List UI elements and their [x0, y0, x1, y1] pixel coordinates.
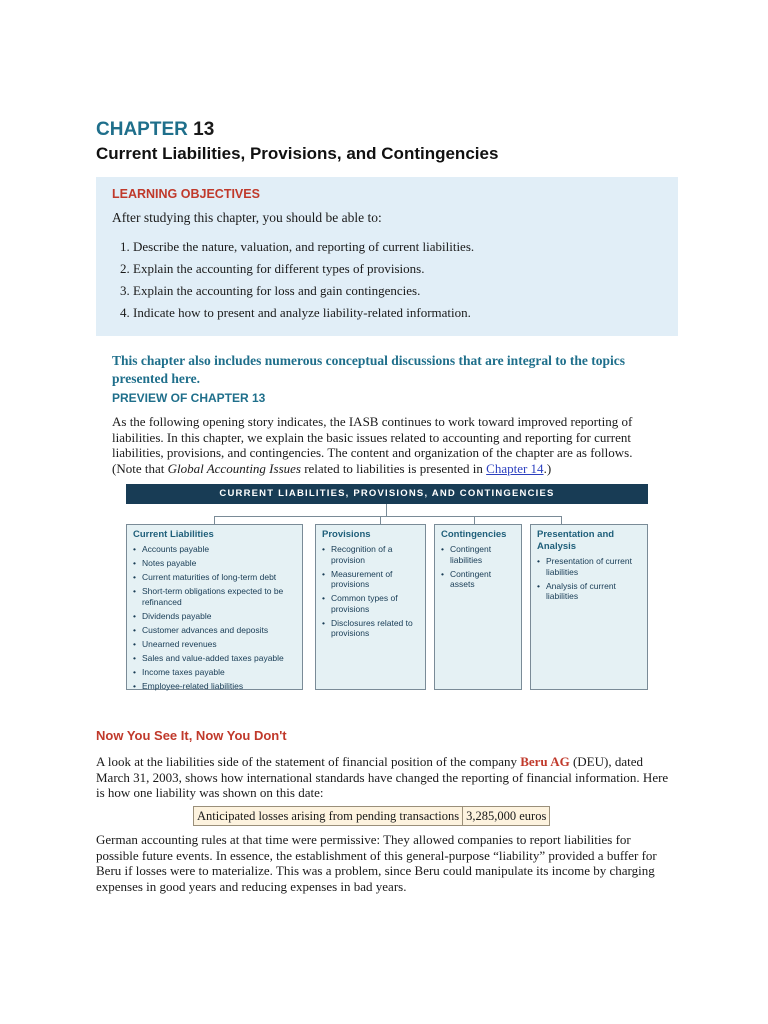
- learning-objective-item: 1. Describe the nature, valuation, and reporting of current liabilities.: [120, 239, 475, 254]
- chapter-organization-chart: [126, 484, 648, 712]
- learning-objective-item: 2. Explain the accounting for different types of provisions.: [120, 261, 425, 276]
- chapter-label: CHAPTER: [96, 119, 188, 140]
- org-column-item: • Short-term obligations expected to be refinanced: [133, 586, 296, 607]
- org-column-heading: Provisions: [322, 529, 371, 540]
- preview-text-1: As the following opening story indicates, the IASB continues to work toward improved reporting of liabilities. In this chapter, we explain the basic issues related to accounting and reporting for current liabilities, provisions, and contingencies. The content and organization of the chapter are as follows. (Note that: [112, 414, 633, 476]
- learning-objectives-heading: LEARNING OBJECTIVES: [112, 187, 260, 201]
- connector-line: [214, 516, 561, 517]
- org-column-item: • Measurement of provisions: [322, 569, 419, 590]
- org-column-contingencies: [434, 524, 522, 690]
- preview-paragraph: [112, 414, 658, 476]
- liability-label-cell: Anticipated losses arising from pending transactions: [194, 807, 463, 826]
- org-column-item: • Employee-related liabilities: [133, 681, 296, 692]
- story-paragraph-2: German accounting rules at that time were permissive: They allowed companies to report liabilities for possible future events. In essence, the establishment of this general-purpose “liability” provided a buffer for Beru if losses were to materialize. This was a problem, since Beru could manipulate its income by charging expenses in good years and reducing expenses in bad years.: [96, 832, 657, 894]
- org-column-item: • Contingent assets: [441, 569, 515, 590]
- org-column-item: • Dividends payable: [133, 611, 296, 622]
- org-column-item: • Income taxes payable: [133, 667, 296, 678]
- org-column-presentation-analysis: [530, 524, 648, 690]
- learning-objectives-list: [112, 236, 678, 324]
- org-column-heading: Presentation and Analysis: [537, 529, 615, 552]
- org-column-item: • Presentation of current liabilities: [537, 556, 641, 577]
- learning-objective-item: 4. Indicate how to present and analyze liability-related information.: [120, 305, 471, 320]
- org-column-item: • Analysis of current liabilities: [537, 581, 641, 602]
- company-name: Beru AG: [520, 754, 570, 769]
- org-column-item: • Current maturities of long-term debt: [133, 572, 296, 583]
- org-column-item: • Common types of provisions: [322, 593, 419, 614]
- story-text: A look at the liabilities side of the statement of financial position of the company: [96, 754, 521, 769]
- org-chart-banner: CURRENT LIABILITIES, PROVISIONS, AND CONTINGENCIES: [126, 484, 648, 504]
- chapter-heading: [96, 118, 214, 142]
- preview-emphasis: Global Accounting Issues: [167, 460, 301, 476]
- org-column-current-liabilities: [126, 524, 303, 690]
- connector-line: [474, 516, 475, 524]
- org-column-heading: Current Liabilities: [133, 529, 214, 540]
- learning-objective-item: 3. Explain the accounting for loss and gain contingencies.: [120, 283, 421, 298]
- liability-amount-cell: 3,285,000 euros: [463, 807, 550, 826]
- org-column-item: • Customer advances and deposits: [133, 625, 296, 636]
- story-text: (DEU), dated March 31, 2003, shows how international standards have changed the reporting of financial information. Here is how one liability was shown on this date:: [96, 754, 669, 800]
- org-column-item: • Accounts payable: [133, 544, 296, 555]
- preview-text-3: .): [543, 460, 552, 476]
- org-column-provisions: [315, 524, 426, 690]
- preview-heading: PREVIEW OF CHAPTER 13: [112, 391, 266, 405]
- preview-text-2: related to liabilities is presented in: [300, 460, 487, 476]
- conceptual-note: This chapter also includes numerous conceptual discussions that are integral to the topics presented here.: [112, 353, 626, 386]
- connector-line: [386, 504, 387, 516]
- org-column-item: • Unearned revenues: [133, 639, 296, 650]
- chapter-14-link[interactable]: Chapter 14: [486, 460, 544, 476]
- org-column-item: • Recognition of a provision: [322, 544, 419, 565]
- story-title: Now You See It, Now You Don't: [96, 728, 287, 743]
- connector-line: [561, 516, 562, 524]
- org-column-item: • Disclosures related to provisions: [322, 618, 419, 639]
- table-row: [194, 807, 550, 826]
- chapter-number: 13: [193, 119, 215, 140]
- chapter-title: Current Liabilities, Provisions, and Contingencies: [96, 144, 499, 163]
- story-paragraph-1: [96, 754, 671, 801]
- org-column-item: • Sales and value-added taxes payable: [133, 653, 296, 664]
- learning-objectives-box: [96, 177, 678, 336]
- liability-table: [193, 806, 550, 826]
- connector-line: [214, 516, 215, 524]
- org-column-heading: Contingencies: [441, 529, 507, 540]
- connector-line: [380, 516, 381, 524]
- org-column-item: • Notes payable: [133, 558, 296, 569]
- learning-objectives-intro: After studying this chapter, you should be able to:: [112, 210, 382, 225]
- org-column-item: • Contingent liabilities: [441, 544, 515, 565]
